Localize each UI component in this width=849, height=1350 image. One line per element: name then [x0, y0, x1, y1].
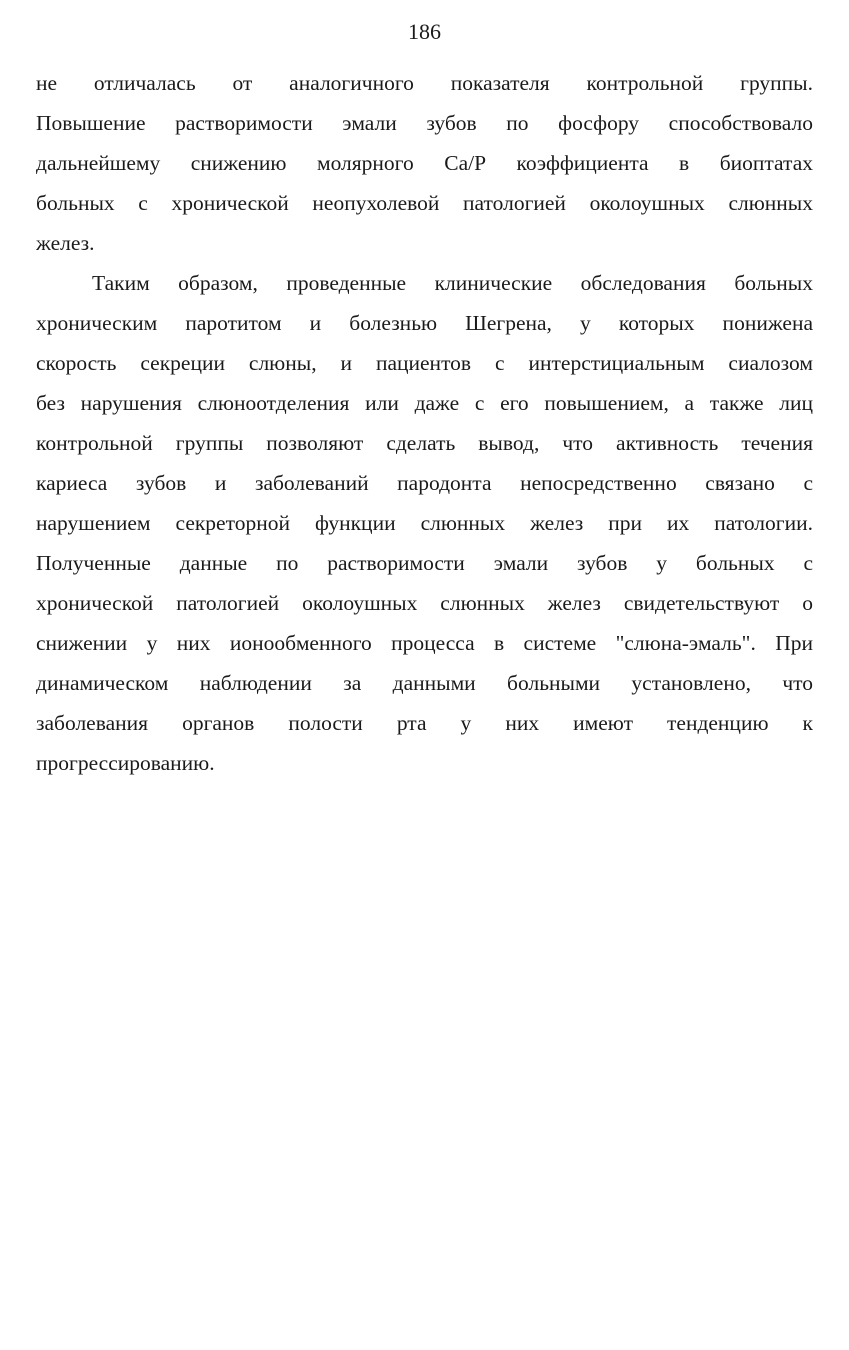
text-line: больных с хронической неопухолевой патологией околоушных слюнных: [36, 191, 813, 215]
paragraph-1: [36, 63, 813, 263]
text-line: желез.: [36, 231, 95, 255]
text-line: дальнейшему снижению молярного Са/Р коэффициента в биоптатах: [36, 151, 813, 175]
body-text: [36, 63, 813, 783]
text-line: нарушением секреторной функции слюнных желез при их патологии.: [36, 511, 813, 535]
text-line: Полученные данные по растворимости эмали зубов у больных с: [36, 551, 813, 575]
text-line: снижении у них ионообменного процесса в системе "слюна-эмаль". При: [36, 631, 813, 655]
text-line: без нарушения слюноотделения или даже с его повышением, а также лиц: [36, 391, 813, 415]
paragraph-2: [36, 263, 813, 783]
text-line: не отличалась от аналогичного показателя контрольной группы.: [36, 71, 813, 95]
text-line: кариеса зубов и заболеваний пародонта непосредственно связано с: [36, 471, 813, 495]
text-line: скорость секреции слюны, и пациентов с интерстициальным сиалозом: [36, 351, 813, 375]
text-line: прогрессированию.: [36, 751, 215, 775]
text-line: Таким образом, проведенные клинические обследования больных: [92, 271, 813, 295]
text-line: хроническим паротитом и болезнью Шегрена, у которых понижена: [36, 311, 813, 335]
text-line: контрольной группы позволяют сделать вывод, что активность течения: [36, 431, 813, 455]
page-number: 186: [408, 19, 441, 44]
text-line: хронической патологией околоушных слюнных желез свидетельствуют о: [36, 591, 813, 615]
text-line: заболевания органов полости рта у них имеют тенденцию к: [36, 711, 813, 735]
text-line: Повышение растворимости эмали зубов по фосфору способствовало: [36, 111, 813, 135]
text-line: динамическом наблюдении за данными больными установлено, что: [36, 671, 813, 695]
